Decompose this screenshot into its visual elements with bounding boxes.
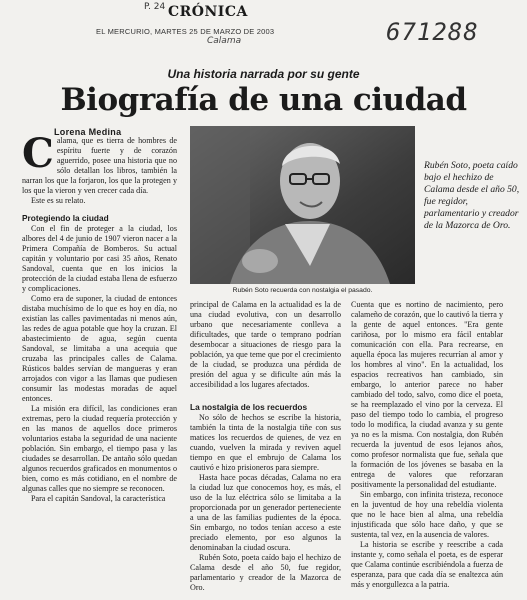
photo-caption: Rubén Soto recuerda con nostalgia el pasado. <box>232 287 373 294</box>
article-column-3 <box>351 300 503 590</box>
paragraph: Como era de suponer, la ciudad de entonces distaba muchísimo de lo que es hoy en día, no existían las calles pavimentadas ni menos aún, las redes de agua potable que hoy la cruzan. El abastecimiento de agua, según cuenta Sandoval, se limitaba a una acequia que cruzaba las principales calles de Calama. Rústicos baldes servían de mangueras y eran arrojados con vigor a las llamas que pudiesen consumir las modestas moradas de aquel entonces. <box>22 294 177 403</box>
portrait-photo <box>190 126 415 284</box>
paragraph: La misión era difícil, las condiciones eran extremas, pero la ciudad requería protección y en las manos de aquellos doce primeros voluntarios estaba la seguridad de una naciente población. Sin embargo, el tiempo pasa y las ciudades se desarrollan. De antaño sólo quedan algunos recuerdos graficados en monumentos o bien, como es más cotidiano, en el nombre de algunas calles que no siempre se reconocen. <box>22 404 177 493</box>
article-kicker: Una historia narrada por su gente <box>167 67 360 81</box>
paragraph: Para el capitán Sandoval, la característica <box>31 494 166 503</box>
paragraph: Hasta hace pocas décadas, Calama no era la ciudad luz que conocemos hoy, es más, el uso de la luz eléctrica sólo se limitaba a la proporcionada por un generador perteneciente a una de las familias pudientes de la época. Sin embargo, no todos tenían acceso a este preciado elemento, por eso algunos la denominaban la ciudad oscura. <box>190 473 341 552</box>
article-column-2 <box>190 300 341 593</box>
portrait-image <box>190 126 415 284</box>
byline: Lorena Medina <box>54 127 122 137</box>
subhead-nostalgia: La nostalgia de los recuerdos <box>190 402 308 412</box>
paragraph: Sin embargo, con infinita tristeza, reconoce en la juventud de hoy una rebeldía violenta que no le hace bien al alma, una rebeldía injustificada que sólo hace daño, y que se sustenta, tal vez, en la ausencia de valores. <box>351 490 503 539</box>
article-headline: Biografía de una ciudad <box>60 82 467 118</box>
section-title: CRÓNICA <box>168 4 248 20</box>
handwritten-reference-number: 671288 <box>386 18 479 46</box>
paragraph: Rubén Soto, poeta caído bajo el hechizo de Calama desde el año 50, fue regidor, parlamentario y creador de la Mazorca de Oro. <box>190 553 341 592</box>
intro-text: alama, que es tierra de hombres de espíritu fuerte y de corazón aguerrido, posee una historia que no sólo detallan los libros, también la narran los que la forjaron, los que la protegen y los que la vieron y ven crecer cada día. <box>22 136 177 195</box>
paragraph: Este es su relato. <box>31 196 86 205</box>
drop-cap: C <box>22 130 54 177</box>
paragraph: principal de Calama en la actualidad es la de una ciudad evolutiva, con un desarrollo urbano que necesariamente conlleva a dificultades, que tarde o temprano podrían desembocar a situaciones de riesgo para la población, ya que teme que por el crecimiento de la ciudad, se produzca una pérdida de presión del agua y se dificulte aún más la accesibilidad a los lugares afectados. <box>190 300 341 389</box>
pull-quote: Rubén Soto, poeta caído bajo el hechizo de Calama desde el año 50, fue regidor, parlamentario y creador de la Mazorca de Oro. <box>424 160 520 231</box>
publication-line: EL MERCURIO, MARTES 25 DE MARZO DE 2003 <box>96 27 275 36</box>
paragraph: La historia se escribe y reescribe a cada instante y, como señala el poeta, es de esperar que Calama continúe escribiéndola a fuerza de esperanza, para que cada día se enaltezca aún más y enorgullezca a la patria. <box>351 540 503 589</box>
paragraph: Cuenta que es nortino de nacimiento, pero calameño de corazón, que lo cautivó la tierra y la gente de aquel entonces. "Era gente cariñosa, por lo mismo era fácil entablar comunicación con ella. Para recrearse, en aquella época las mujeres recurrían al amor y los hombres al vino". En la actualidad, los espacios recreativos han cambiado, sin embargo, lo anterior parece no haber cambiado del todo, salvo, como dice el poeta, se ha reemplazado el vino por la cerveza. El paso del tiempo todo lo cambia, el progreso todo lo modifica, la ciudad avanza y su gente ya no es la misma. Con nostalgia, don Rubén recuerda la juventud de esos lejanos años, como profesor normalista que fue, señala que la formación de los jóvenes se basaba en la entrega de valores que reforzaran positivamente la personalidad del estudiante. <box>351 300 503 489</box>
subhead-protegiendo: Protegiendo la ciudad <box>22 213 109 223</box>
handwritten-city: Calama <box>207 36 242 46</box>
paragraph: Con el fin de proteger a la ciudad, los albores del 4 de junio de 1907 vieron nacer a la Primera Compañía de Bomberos. Su actual capitán y voluntario por casi 35 años, Renato Sandoval, cuenta que en los inicios la protección de la ciudad estaba llena de esfuerzo y complicaciones. <box>22 224 177 293</box>
handwritten-page-number: P. 24 <box>144 2 166 12</box>
paragraph: No sólo de hechos se escribe la historia, también la tinta de la nostalgia tiñe con sus matices los recuerdos de quienes, de vez en cuando, vuelven la mirada y reviven aquel tiempo en que el embrujo de Calama los cautivó e hizo prisioneros para siempre. <box>190 413 341 472</box>
